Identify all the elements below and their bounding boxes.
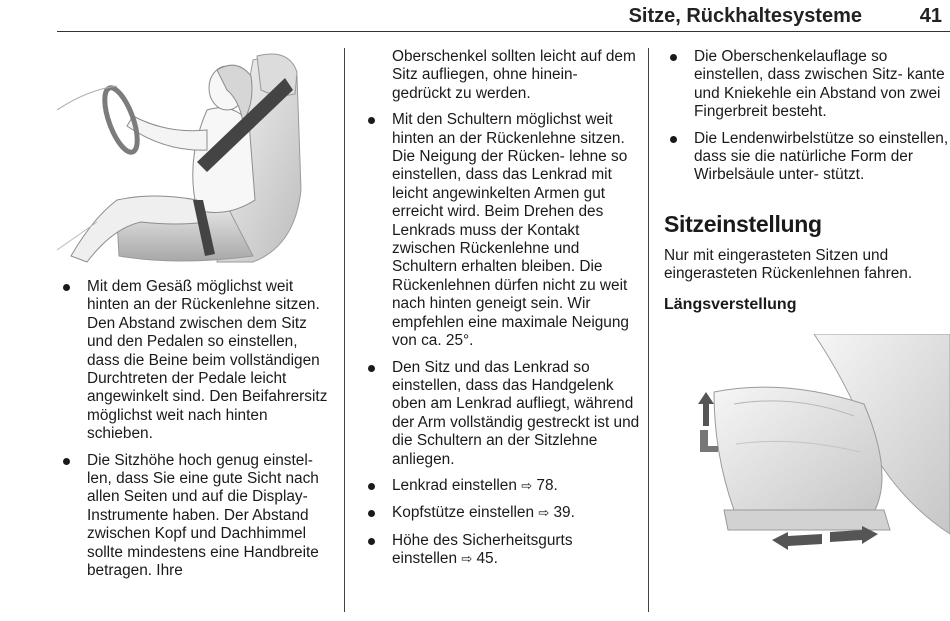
ref-label: Lenkrad einstellen <box>392 476 517 494</box>
ref-steering-wheel[interactable] <box>362 477 640 496</box>
driver-seating-illustration <box>57 50 325 266</box>
continued-text: Oberschenkel sollten leicht auf dem Sitz aufliegen, ohne hinein‐ gedrückt zu werden. <box>392 48 636 102</box>
section-heading: Sitzeinstellung <box>664 210 822 237</box>
page-number: 41 <box>919 5 942 27</box>
column-3 <box>664 48 950 324</box>
ref-page: 78. <box>536 476 558 494</box>
column-divider-2 <box>648 48 649 612</box>
bullet-backrest: Mit den Schultern möglichst weit hinten an der Rückenlehne sitzen. Die Neigung der Rücken‐ lehne so einstellen, dass das Lenkrad mit leicht angewinkelten Armen gut erreicht wird. Beim Drehen des Lenkrads muss der Kontakt zwischen Rückenlehne und Schultern erhalten bleiben. Die Rückenlehnen dürfen nicht zu weit nach hinten geneigt sein. Wir empfehlen eine maximale Neigung von ca. 25°. <box>362 111 640 350</box>
reference-arrow-icon: ⇨ <box>521 478 533 494</box>
reference-arrow-icon: ⇨ <box>461 552 473 568</box>
subsection-heading: Längsverstellung <box>664 295 797 313</box>
seat-adjustment-illustration <box>664 334 950 554</box>
ref-seat-belt-height[interactable] <box>362 532 640 570</box>
column-1 <box>57 278 332 589</box>
ref-label: Höhe des Sicherheitsgurts einstellen <box>392 531 573 568</box>
bullet-thigh-support: Die Oberschenkelauflage so einstellen, dass zwischen Sitz‐ kante und Kniekehle ein Abstand von zwei Fingerbreit besteht. <box>664 48 950 122</box>
bullet-seat-position: Mit dem Gesäß möglichst weit hinten an der Rückenlehne sitzen. Den Abstand zwischen dem Sitz und den Pedalen so einstellen, dass die Beine beim vollständigen Durchtreten der Pedale leicht angewinkelt sind. Den Beifahrersitz möglichst weit nach hinten schieben. <box>57 278 332 444</box>
column-2 <box>362 48 640 578</box>
bullet-seat-height: Die Sitzhöhe hoch genug einstel‐ len, dass Sie eine gute Sicht nach allen Seiten und auf die Display-Instrumente haben. Der Abstand zwischen Kopf und Dachhimmel sollte mindestens eine Handbreite betragen. Ihre <box>57 452 332 581</box>
ref-label: Kopfstütze einstellen <box>392 504 535 522</box>
ref-page: 39. <box>553 504 575 522</box>
section-paragraph: Nur mit eingerasteten Sitzen und eingerasteten Rückenlehnen fahren. <box>664 246 913 283</box>
reference-arrow-icon: ⇨ <box>538 506 550 522</box>
bullet-steering-wheel-reach: Den Sitz und das Lenkrad so einstellen, dass das Handgelenk oben am Lenkrad aufliegt, während der Arm vollständig gestreckt ist und die Schultern an der Sitzlehne anliegen. <box>362 359 640 469</box>
ref-page: 45. <box>476 550 498 568</box>
page-header <box>0 0 950 34</box>
section-title: Sitze, Rückhaltesysteme <box>628 5 862 27</box>
ref-headrest[interactable] <box>362 504 640 523</box>
column-divider-1 <box>344 48 345 612</box>
header-rule <box>57 31 950 32</box>
bullet-lumbar-support: Die Lendenwirbelstütze so einstellen, dass sie die natürliche Form der Wirbelsäule unter‐ stützt. <box>664 130 950 185</box>
